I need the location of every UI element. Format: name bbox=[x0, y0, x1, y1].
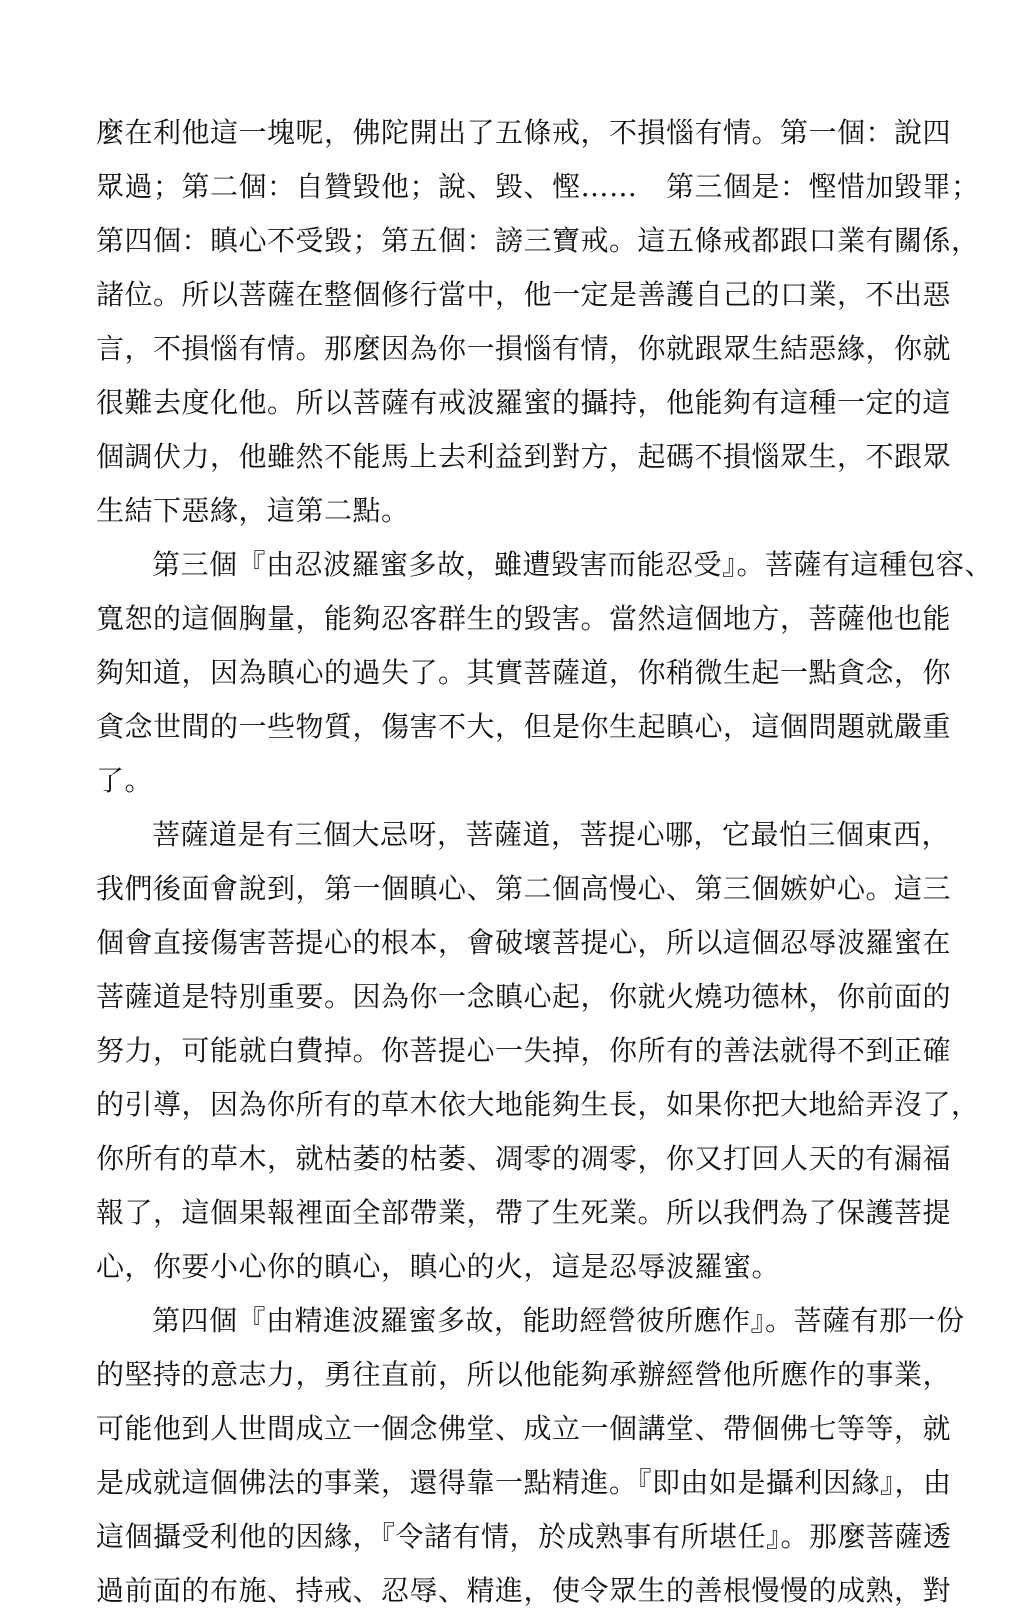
text-line: 的引導，因為你所有的草木依大地能夠生長，如果你把大地給弄沒了， bbox=[96, 1088, 980, 1121]
text-line: 第四個『由精進波羅蜜多故，能助經營彼所應作』。菩薩有那一份 bbox=[152, 1304, 965, 1337]
text-line: 個會直接傷害菩提心的根本，會破壞菩提心，所以這個忍辱波羅蜜在 bbox=[96, 926, 952, 959]
text-line: 菩薩道是特別重要。因為你一念瞋心起，你就火燒功德林，你前面的 bbox=[96, 980, 952, 1013]
text-line: 貪念世間的一些物質，傷害不大，但是你生起瞋心，這個問題就嚴重 bbox=[96, 710, 952, 743]
paragraph-4 bbox=[96, 1294, 965, 1618]
text-line: 我們後面會說到，第一個瞋心、第二個高慢心、第三個嫉妒心。這三 bbox=[96, 872, 952, 905]
text-line: 言，不損惱有情。那麼因為你一損惱有情，你就跟眾生結惡緣，你就 bbox=[96, 332, 952, 365]
text-line: 菩薩道是有三個大忌呀，菩薩道，菩提心哪，它最怕三個東西， bbox=[152, 818, 951, 851]
text-line: 很難去度化他。所以菩薩有戒波羅蜜的攝持，他能夠有這種一定的這 bbox=[96, 386, 952, 419]
paragraph-2 bbox=[96, 538, 994, 808]
text-line: 可能他到人世間成立一個念佛堂、成立一個講堂、帶個佛七等等，就 bbox=[96, 1412, 952, 1445]
text-line: 寬恕的這個胸量，能夠忍客群生的毀害。當然這個地方，菩薩他也能 bbox=[96, 602, 952, 635]
text-line: 報了，這個果報裡面全部帶業，帶了生死業。所以我們為了保護菩提 bbox=[96, 1196, 952, 1229]
text-line: 眾過；第二個：自贊毀他；說、毀、慳…… 第三個是：慳惜加毀罪； bbox=[96, 170, 980, 203]
text-line: 麼在利他這一塊呢，佛陀開出了五條戒，不損惱有情。第一個：說四 bbox=[96, 116, 952, 149]
text-line: 夠知道，因為瞋心的過失了。其實菩薩道，你稍微生起一點貪念，你 bbox=[96, 656, 952, 689]
text-line: 這個攝受利他的因緣，『令諸有情，於成熟事有所堪任』。那麼菩薩透 bbox=[96, 1520, 952, 1553]
document-page bbox=[96, 106, 994, 1618]
text-line: 第四個：瞋心不受毀；第五個：謗三寶戒。這五條戒都跟口業有關係， bbox=[96, 224, 980, 257]
text-line: 努力，可能就白費掉。你菩提心一失掉，你所有的善法就得不到正確 bbox=[96, 1034, 952, 1067]
text-line: 心，你要小心你的瞋心，瞋心的火，這是忍辱波羅蜜。 bbox=[96, 1250, 781, 1283]
paragraph-3 bbox=[96, 808, 980, 1294]
text-line: 諸位。所以菩薩在整個修行當中，他一定是善護自己的口業，不出惡 bbox=[96, 278, 952, 311]
text-line: 生結下惡緣，這第二點。 bbox=[96, 494, 410, 527]
paragraph-1 bbox=[96, 106, 980, 538]
text-line: 個調伏力，他雖然不能馬上去利益到對方，起碼不損惱眾生，不跟眾 bbox=[96, 440, 952, 473]
text-line: 你所有的草木，就枯萎的枯萎、凋零的凋零，你又打回人天的有漏福 bbox=[96, 1142, 952, 1175]
text-line: 過前面的布施、持戒、忍辱、精進，使令眾生的善根慢慢的成熟，對 bbox=[96, 1574, 952, 1607]
text-line: 的堅持的意志力，勇往直前，所以他能夠承辦經營他所應作的事業， bbox=[96, 1358, 952, 1391]
text-line: 第三個『由忍波羅蜜多故，雖遭毀害而能忍受』。菩薩有這種包容、 bbox=[152, 548, 994, 581]
text-line: 了。 bbox=[96, 764, 154, 797]
text-line: 是成就這個佛法的事業，還得靠一點精進。『即由如是攝利因緣』，由 bbox=[96, 1466, 952, 1499]
